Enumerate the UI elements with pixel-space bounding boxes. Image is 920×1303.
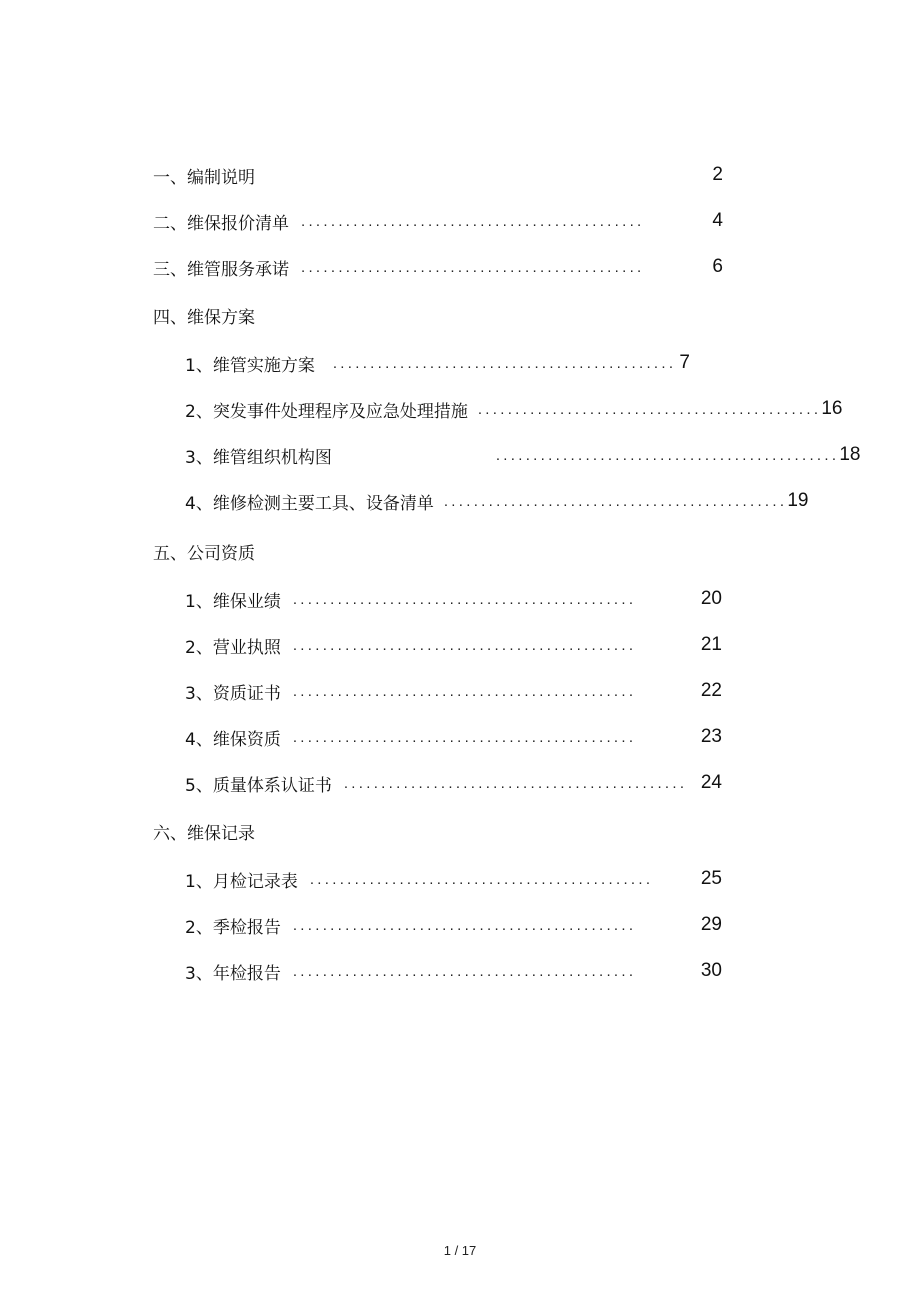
toc-leader-dots: .............................................. <box>292 963 637 980</box>
toc-entry-business-license[interactable] <box>185 630 722 660</box>
toc-entry-label: 四、维保方案 <box>153 307 255 328</box>
toc-entry-label: 2、突发事件处理程序及应急处理措施 <box>185 401 468 422</box>
toc-entry-label: 1、维管实施方案 <box>185 355 315 376</box>
toc-entry-label: 三、维管服务承诺 <box>153 259 289 280</box>
toc-entry-page: 18 <box>839 444 861 465</box>
toc-entry-compilation-notes[interactable] <box>153 160 723 190</box>
toc-entry-quotation-list[interactable] <box>153 206 723 236</box>
toc-entry-page: 25 <box>700 868 722 889</box>
toc-entry-label: 2、营业执照 <box>185 637 281 658</box>
toc-entry-page: 23 <box>700 726 722 747</box>
toc-section-maintenance-records[interactable] <box>153 816 723 846</box>
toc-entry-page: 4 <box>712 210 723 231</box>
toc-entry-quality-system-certificate[interactable] <box>185 768 722 798</box>
toc-entry-page: 30 <box>700 960 722 981</box>
toc-entry-label: 二、维保报价清单 <box>153 213 289 234</box>
toc-entry-page: 16 <box>821 398 843 419</box>
toc-entry-implementation-plan[interactable] <box>185 348 690 378</box>
toc-entry-monthly-inspection-record[interactable] <box>185 864 722 894</box>
toc-entry-maintenance-performance[interactable] <box>185 584 722 614</box>
toc-leader-dots: .............................................. <box>309 871 654 888</box>
toc-leader-dots: .............................................. <box>292 683 637 700</box>
toc-entry-label: 一、编制说明 <box>153 167 255 188</box>
toc-leader-dots: .............................................. <box>292 917 637 934</box>
toc-entry-label: 3、维管组织机构图 <box>185 447 332 468</box>
toc-leader-dots: .............................................. <box>477 401 822 418</box>
toc-entry-label: 3、资质证书 <box>185 683 281 704</box>
toc-entry-page: 24 <box>700 772 722 793</box>
toc-entry-page: 19 <box>787 490 809 511</box>
toc-entry-page: 6 <box>712 256 723 277</box>
toc-leader-dots: .............................................. <box>443 493 788 510</box>
toc-entry-page: 22 <box>700 680 722 701</box>
toc-entry-maintenance-qualification[interactable] <box>185 722 722 752</box>
toc-leader-dots: .............................................. <box>332 355 677 372</box>
toc-entry-label: 5、质量体系认证书 <box>185 775 332 796</box>
toc-entry-label: 2、季检报告 <box>185 917 281 938</box>
toc-entry-organization-chart[interactable] <box>185 440 861 470</box>
toc-leader-dots: .............................................. <box>301 213 645 230</box>
toc-entry-tools-equipment-list[interactable] <box>185 486 809 516</box>
toc-leader-dots: .............................................. <box>495 447 840 464</box>
toc-entry-label: 六、维保记录 <box>153 823 255 844</box>
toc-entry-quarterly-inspection-report[interactable] <box>185 910 722 940</box>
toc-entry-label: 4、维保资质 <box>185 729 281 750</box>
toc-entry-annual-inspection-report[interactable] <box>185 956 722 986</box>
toc-entry-service-commitment[interactable] <box>153 252 723 282</box>
toc-leader-dots: .............................................. <box>292 637 637 654</box>
toc-leader-dots: .............................................. <box>301 259 645 276</box>
toc-entry-page: 20 <box>700 588 722 609</box>
toc-entry-label: 4、维修检测主要工具、设备清单 <box>185 493 434 514</box>
toc-leader-dots: .............................................. <box>292 729 637 746</box>
toc-entry-page: 7 <box>679 352 690 373</box>
toc-entry-page: 29 <box>700 914 722 935</box>
page-indicator: 1 / 17 <box>443 1243 477 1258</box>
toc-entry-qualification-certificate[interactable] <box>185 676 722 706</box>
toc-entry-page: 21 <box>700 634 722 655</box>
toc-leader-dots: .............................................. <box>343 775 688 792</box>
toc-entry-emergency-procedures[interactable] <box>185 394 843 424</box>
toc-section-maintenance-plan[interactable] <box>153 300 723 330</box>
toc-entry-label: 1、月检记录表 <box>185 871 298 892</box>
toc-entry-label: 五、公司资质 <box>153 543 255 564</box>
toc-leader-dots: .............................................. <box>292 591 637 608</box>
toc-entry-label: 3、年检报告 <box>185 963 281 984</box>
toc-entry-label: 1、维保业绩 <box>185 591 281 612</box>
toc-entry-page: 2 <box>712 164 723 185</box>
toc-section-company-qualifications[interactable] <box>153 536 723 566</box>
